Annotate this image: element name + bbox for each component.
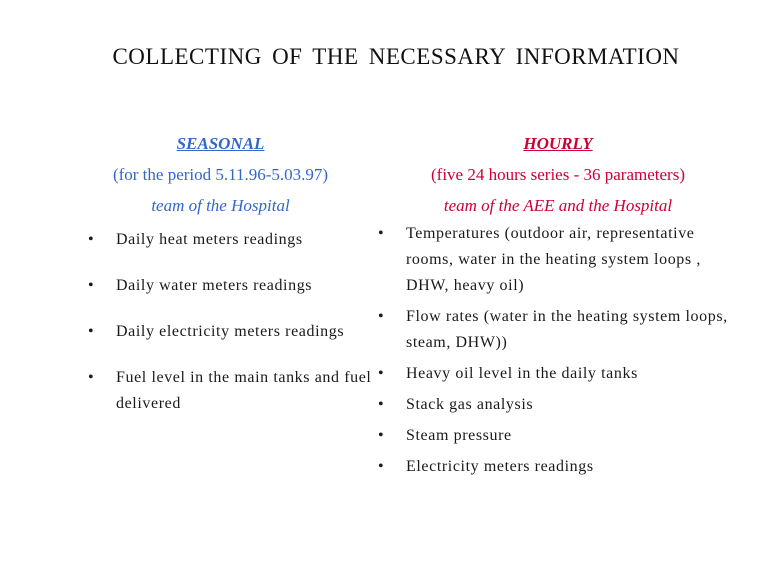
list-item-text: Heavy oil level in the daily tanks (406, 365, 638, 382)
list-item (378, 423, 738, 449)
bullet-icon: • (88, 369, 95, 386)
seasonal-list (88, 227, 373, 417)
bullet-icon: • (378, 458, 385, 475)
hourly-period: (five 24 hours series - 36 parameters) (431, 165, 685, 184)
bullet-icon: • (88, 277, 95, 294)
list-item (88, 273, 373, 299)
slide-title: COLLECTING OF THE NECESSARY INFORMATION (112, 44, 680, 69)
bullet-icon: • (378, 365, 385, 382)
list-item (378, 361, 738, 387)
list-item (88, 319, 373, 345)
bullet-icon: • (378, 225, 385, 242)
list-item-text: Fuel level in the main tanks and fuel delivered (116, 369, 372, 412)
seasonal-team: team of the Hospital (151, 196, 290, 215)
hourly-team: team of the AEE and the Hospital (443, 196, 673, 215)
hourly-heading: HOURLY (523, 134, 593, 153)
list-item (88, 365, 373, 417)
list-item-text: Daily water meters readings (116, 277, 313, 294)
bullet-icon: • (378, 427, 385, 444)
list-item-text: Daily electricity meters readings (116, 323, 345, 340)
list-item-text: Daily heat meters readings (116, 231, 303, 248)
list-item-text: Steam pressure (406, 427, 512, 444)
bullet-icon: • (88, 323, 95, 340)
seasonal-heading: SEASONAL (176, 134, 265, 153)
bullet-icon: • (378, 396, 385, 413)
bullet-icon: • (378, 308, 385, 325)
hourly-column (378, 128, 738, 485)
seasonal-period: (for the period 5.11.96-5.03.97) (112, 165, 329, 184)
list-item-text: Stack gas analysis (406, 396, 534, 413)
list-item-text: Flow rates (water in the heating system loops, steam, DHW)) (406, 308, 728, 351)
list-item (378, 392, 738, 418)
hourly-list (378, 221, 738, 480)
list-item (378, 304, 738, 356)
list-item-text: Temperatures (outdoor air, representative rooms, water in the heating system loops , DHW, heavy oil) (406, 225, 701, 294)
list-item-text: Electricity meters readings (406, 458, 594, 475)
list-item (88, 227, 373, 253)
list-item (378, 454, 738, 480)
seasonal-column (88, 128, 373, 437)
bullet-icon: • (88, 231, 95, 248)
list-item (378, 221, 738, 299)
